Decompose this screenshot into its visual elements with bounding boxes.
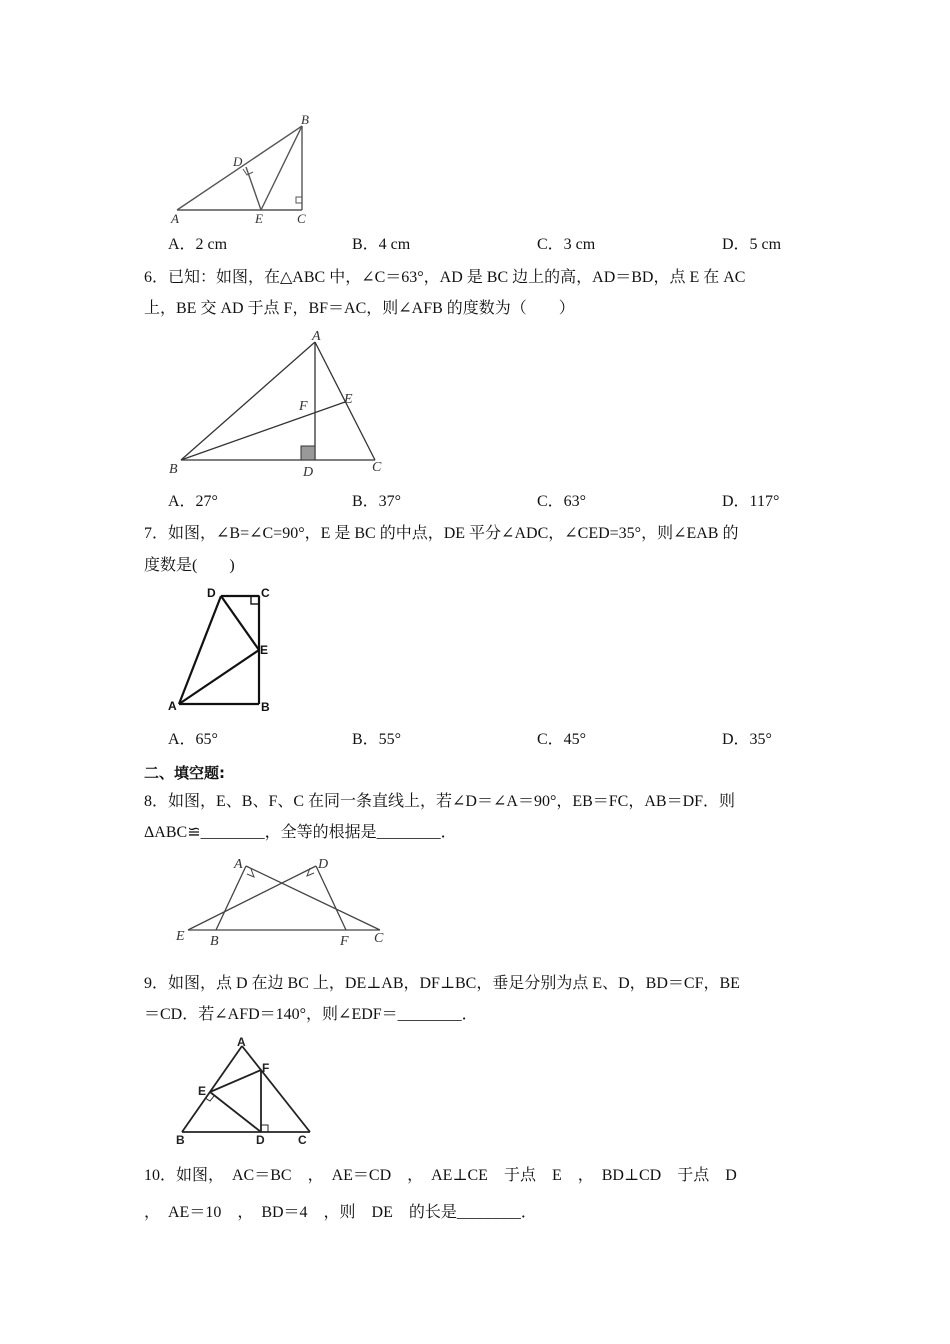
q7-option-a[interactable]: A．65° [168, 731, 218, 748]
q8-figure [170, 852, 395, 952]
q6-option-b[interactable]: B．37° [352, 493, 402, 510]
q5-figure [165, 112, 325, 224]
q5-label-c: C [297, 211, 306, 224]
q6-figure [165, 330, 395, 480]
q5-option-d[interactable]: D．5 cm [722, 236, 782, 253]
q9-label-e: E [198, 1084, 207, 1098]
q9-label-d: D [256, 1133, 265, 1147]
q7-label-e: E [260, 643, 269, 657]
q8-label-e: E [176, 929, 185, 944]
q7-figure [165, 584, 280, 716]
q5-option-c[interactable]: C．3 cm [537, 236, 596, 253]
q9-label-c: C [298, 1133, 307, 1147]
section-heading-fill-in: 二、填空题: [144, 764, 225, 782]
q6-text-line2: 上，BE 交 AD 于点 F，BF＝AC，则∠AFB 的度数为（ ） [144, 300, 575, 317]
q7-text-line2: 度数是( ) [144, 557, 235, 574]
q7-option-c[interactable]: C．45° [537, 731, 587, 748]
q9-label-b: B [176, 1133, 185, 1147]
q10-text-line1: 10．如图， AC＝BC ， AE＝CD ， AE⊥CE 于点 E ， BD⊥CD 于点 D [144, 1167, 737, 1184]
q7-label-c: C [261, 586, 270, 600]
q5-label-e: E [255, 211, 263, 224]
q7-option-d[interactable]: D．35° [722, 731, 772, 748]
q8-label-f: F [340, 934, 349, 949]
q6-label-f: F [299, 399, 308, 414]
q9-label-a: A [237, 1035, 246, 1049]
q7-option-b[interactable]: B．55° [352, 731, 402, 748]
q6-label-a: A [312, 330, 321, 344]
q5-label-d: D [233, 154, 243, 169]
q8-label-b: B [210, 934, 219, 949]
q9-text-line2: ＝CD．若∠AFD＝140°，则∠EDF＝________． [144, 1006, 478, 1023]
q6-option-d[interactable]: D．117° [722, 493, 780, 510]
q6-label-e: E [344, 392, 353, 407]
q7-text-line1: 7．如图，∠B=∠C=90°，E 是 BC 的中点，DE 平分∠ADC，∠CED=35°，则∠EAB 的 [144, 525, 739, 542]
q5-label-a: A [171, 211, 179, 224]
q10-text-line2: ， AE＝10 ， BD＝4 ，则 DE 的长是________． [144, 1204, 537, 1221]
q7-label-d: D [207, 586, 216, 600]
q6-option-a[interactable]: A．27° [168, 493, 218, 510]
q9-label-f: F [262, 1061, 270, 1075]
q8-label-c: C [374, 931, 384, 946]
q6-text-line1: 6．已知：如图，在△ABC 中，∠C＝63°，AD 是 BC 边上的高，AD＝BD，点 E 在 AC [144, 269, 746, 286]
q6-label-c: C [372, 460, 382, 475]
q7-label-a: A [168, 699, 177, 713]
q6-option-c[interactable]: C．63° [537, 493, 587, 510]
q5-option-a[interactable]: A．2 cm [168, 236, 228, 253]
q9-figure [170, 1034, 315, 1149]
q8-text-line1: 8．如图，E、B、F、C 在同一条直线上，若∠D＝∠A＝90°，EB＝FC，AB＝DF．则 [144, 793, 736, 810]
q5-label-b: B [301, 112, 309, 127]
q6-label-d: D [303, 465, 314, 480]
q7-label-b: B [261, 700, 270, 714]
q5-option-b[interactable]: B．4 cm [352, 236, 411, 253]
q6-label-b: B [169, 462, 178, 477]
q9-text-line1: 9．如图，点 D 在边 BC 上，DE⊥AB，DF⊥BC，垂足分别为点 E、D，BD＝CF，BE [144, 975, 740, 992]
q8-label-d: D [318, 857, 329, 872]
q8-text-line2: ΔABC≌________，全等的根据是________． [144, 824, 457, 841]
q8-label-a: A [234, 857, 243, 872]
